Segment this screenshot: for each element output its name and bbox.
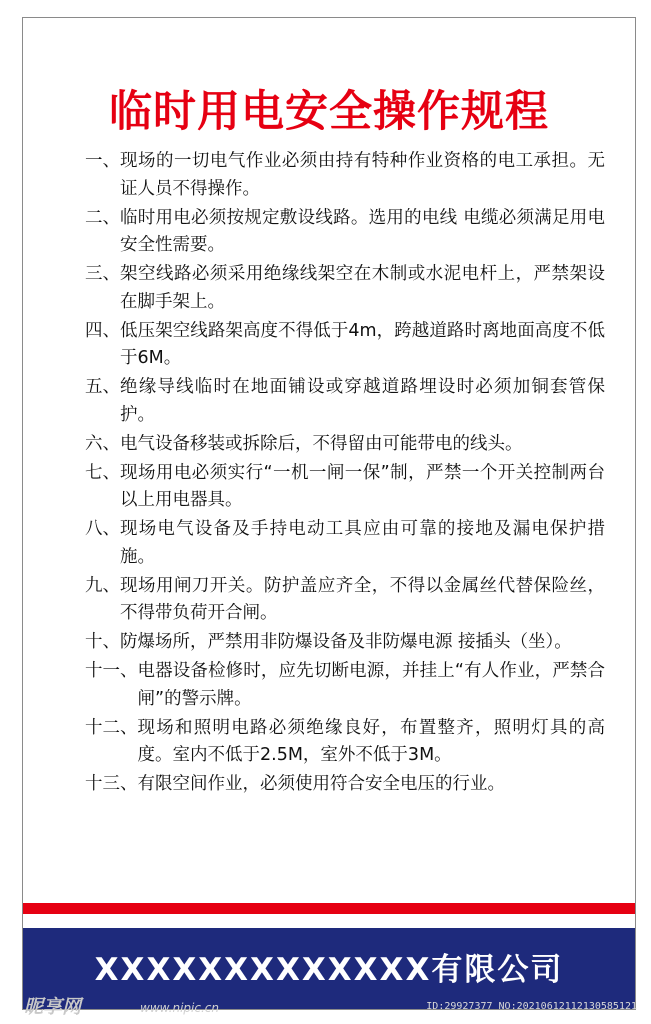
rule-item xyxy=(85,318,605,373)
red-stripe xyxy=(23,903,635,914)
rule-item xyxy=(85,148,605,203)
rule-text: 防爆场所，严禁用非防爆设备及非防爆电源 接插头（坐）。 xyxy=(120,632,572,652)
rule-text: 电器设备检修时，应先切断电源，并挂上“有人作业，严禁合闸”的警示牌。 xyxy=(137,661,605,709)
rule-item xyxy=(85,516,605,571)
rule-number: 十一、 xyxy=(85,661,138,681)
rule-number: 二、 xyxy=(85,207,120,228)
rule-text: 架空线路必须采用绝缘线架空在木制或水泥电杆上，严禁架设在脚手架上。 xyxy=(120,264,605,312)
rule-item xyxy=(85,573,605,628)
rule-text: 现场的一切电气作业必须由持有特种作业资格的电工承担。无证人员不得操作。 xyxy=(120,151,605,199)
rule-number: 五、 xyxy=(85,377,120,397)
rule-item xyxy=(85,374,605,429)
rule-item xyxy=(85,629,605,657)
watermark-url: www.nipic.cn xyxy=(140,1001,219,1015)
rule-number: 九、 xyxy=(85,575,120,596)
rule-item xyxy=(85,715,605,770)
rule-item xyxy=(85,261,605,316)
rule-number: 十、 xyxy=(85,632,120,652)
rule-text: 低压架空线路架高度不得低于4m，跨越道路时离地面高度不低于6M。 xyxy=(120,320,605,368)
rule-number: 一、 xyxy=(85,151,120,171)
rule-item xyxy=(85,658,605,713)
rule-text: 绝缘导线临时在地面铺设或穿越道路埋设时必须加铜套管保护。 xyxy=(120,377,605,425)
rule-text: 现场用闸刀开关。防护盖应齐全，不得以金属丝代替保险丝，不得带负荷开合闸。 xyxy=(120,575,605,623)
rule-text: 现场电气设备及手持电动工具应由可靠的接地及漏电保护措施。 xyxy=(120,519,605,567)
page-title: 临时用电安全操作规程 xyxy=(109,87,549,137)
rule-number: 六、 xyxy=(85,433,120,454)
rule-text: 现场用电必须实行“一机一闸一保”制，严禁一个开关控制两台以上用电器具。 xyxy=(120,462,605,510)
rules-list xyxy=(85,148,605,800)
rule-text: 临时用电必须按规定敷设线路。选用的电线 电缆必须满足用电安全性需要。 xyxy=(120,207,605,255)
rule-text: 有限空间作业，必须使用符合安全电压的行业。 xyxy=(137,774,505,794)
watermark-id: ID:29927377 NO:20210612112130585121 xyxy=(426,1001,637,1012)
rule-item xyxy=(85,205,605,260)
rule-number: 七、 xyxy=(85,462,120,483)
rule-item xyxy=(85,771,605,799)
rule-item xyxy=(85,431,605,459)
rule-text: 电气设备移装或拆除后，不得留由可能带电的线头。 xyxy=(120,433,523,454)
company-name: XXXXXXXXXXXXX有限公司 xyxy=(94,952,564,988)
watermark-logo: 昵享网 xyxy=(24,996,82,1018)
rule-number: 十三、 xyxy=(85,774,138,794)
rule-item xyxy=(85,460,605,515)
rule-number: 三、 xyxy=(85,264,120,284)
rule-text: 现场和照明电路必须绝缘良好，布置整齐，照明灯具的高度。室内不低于2.5M，室外不低于3M。 xyxy=(137,717,605,765)
safety-notice-board xyxy=(22,17,636,1010)
rule-number: 四、 xyxy=(85,320,120,341)
rule-number: 八、 xyxy=(85,519,120,539)
rule-number: 十二、 xyxy=(85,717,138,738)
